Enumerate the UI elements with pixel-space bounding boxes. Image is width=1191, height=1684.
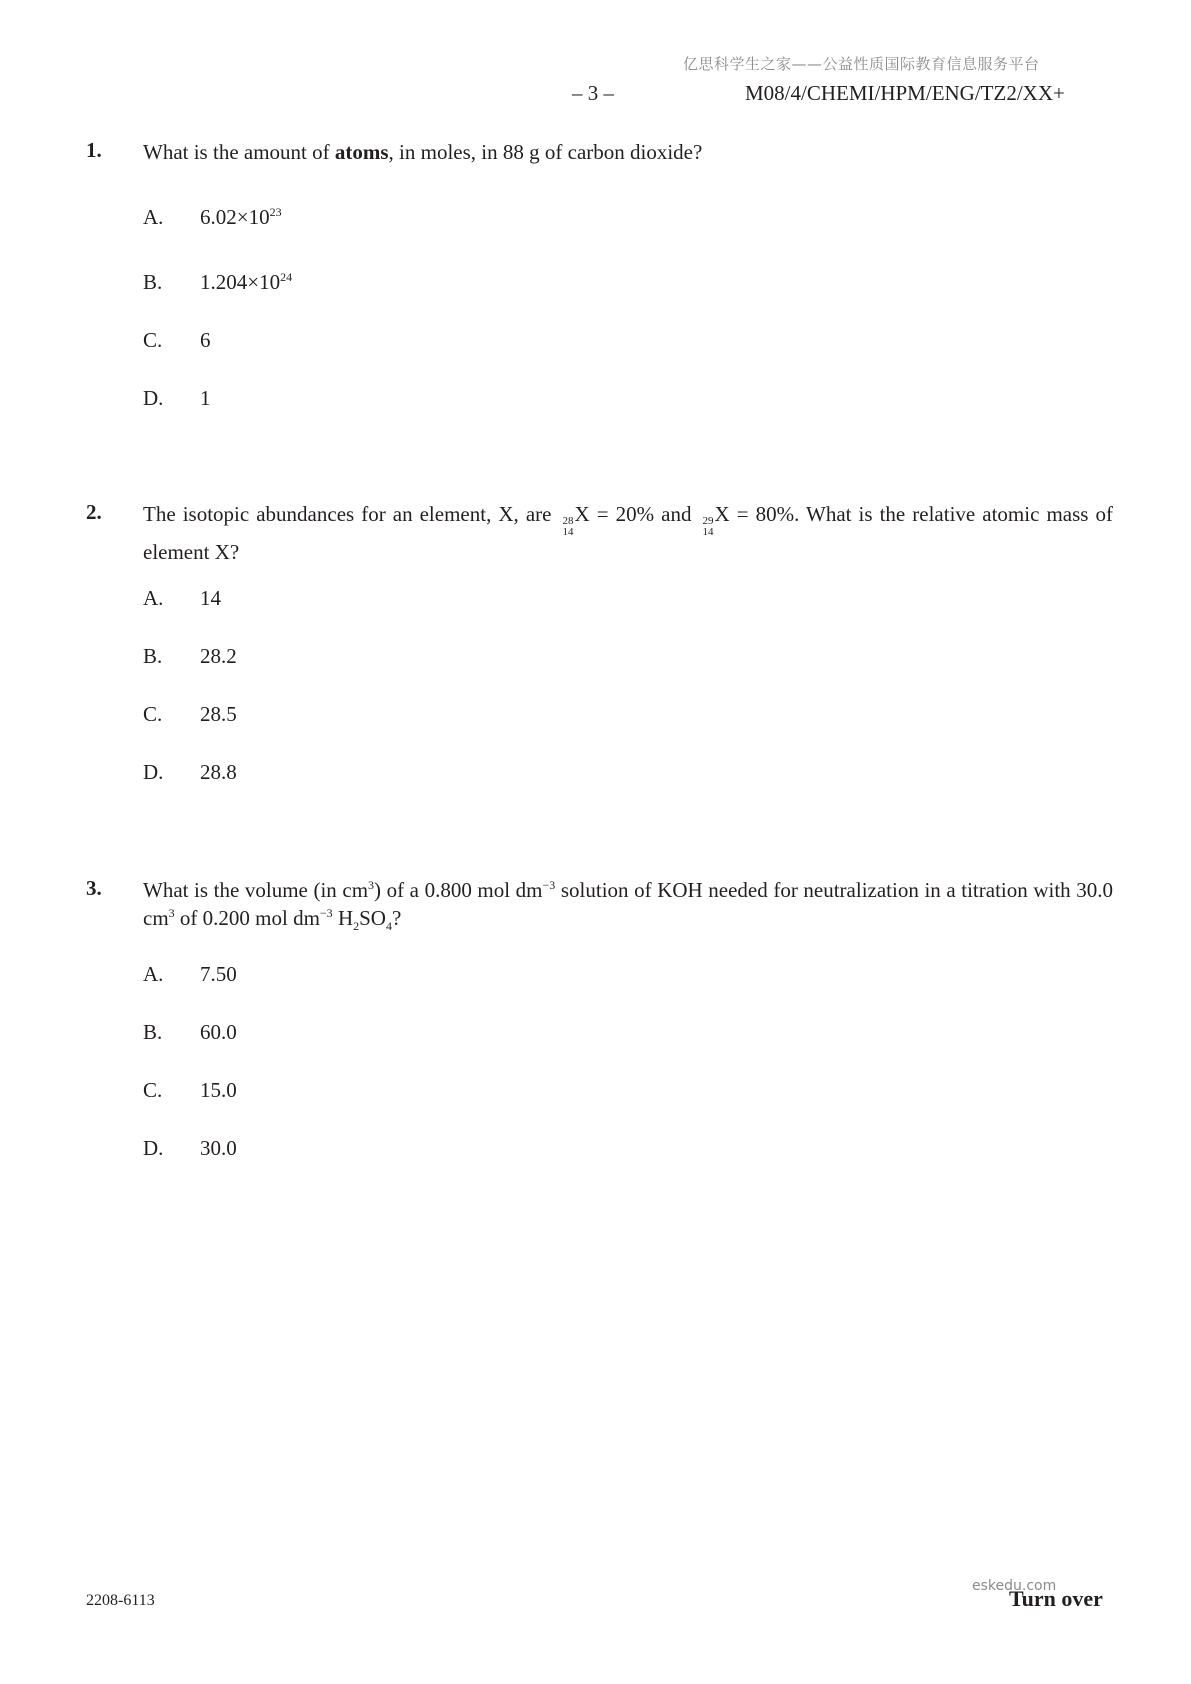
question-2-number: 2. xyxy=(86,500,102,524)
q3-option-d-letter: D. xyxy=(143,1136,164,1160)
q2-option-b-letter: B. xyxy=(143,644,163,668)
q3-option-c-letter: C. xyxy=(143,1078,163,1102)
q2-option-a-value: 14 xyxy=(200,586,221,610)
q1-option-b-value: $1.204\times 10^{24}$ xyxy=(200,270,293,294)
q1-option-b-letter: B. xyxy=(143,270,163,294)
question-2-text: The isotopic abundances for an element, X, are 28 14 X = 20% and 29 14 X = 80%. What is the relative atomic mass of element X? xyxy=(143,502,1113,564)
footer-watermark: eskedu.com xyxy=(972,1578,1057,1594)
document-code: M08/4/CHEMI/HPM/ENG/TZ2/XX+ xyxy=(745,81,1065,105)
q1-option-d-value: 1 xyxy=(200,386,211,410)
page-number: – 3 – xyxy=(572,81,614,105)
q3-option-a-letter: A. xyxy=(143,962,164,986)
question-3-number: 3. xyxy=(86,876,102,900)
question-1-text: What is the amount of atoms, in moles, in 88 g of carbon dioxide? xyxy=(143,140,703,164)
q3-option-c-value: 15.0 xyxy=(200,1078,237,1102)
q1-option-a-value: $6.02\times 10^{23}$ xyxy=(200,205,282,229)
header-watermark: 亿思科学生之家——公益性质国际教育信息服务平台 xyxy=(683,55,1040,73)
isotope-28-notation: 28 14 xyxy=(562,515,574,538)
q3-option-b-value: 60.0 xyxy=(200,1020,237,1044)
q1-option-c-value: 6 xyxy=(200,328,211,352)
question-1-number: 1. xyxy=(86,138,102,162)
q1-option-a-letter: A. xyxy=(143,205,164,229)
q3-option-b-letter: B. xyxy=(143,1020,163,1044)
isotope-29-notation: 29 14 xyxy=(702,515,714,538)
q2-option-c-value: 28.5 xyxy=(200,702,237,726)
bold-term: atoms xyxy=(334,140,389,164)
q2-option-d-letter: D. xyxy=(143,760,164,784)
question-3-text: What is the volume (in $cm^3$) of a 0.800 mol $dm^{-3}$ solution of KOH needed for neutralization in a titration with 30.0 $cm^3$ of 0.200 mol $dm^{-3}$ $H_2SO_4$? xyxy=(143,878,1113,934)
footer-document-code: 2208-6113 xyxy=(86,1592,155,1609)
q1-option-d-letter: D. xyxy=(143,386,164,410)
q1-option-c-letter: C. xyxy=(143,328,163,352)
q3-option-a-value: 7.50 xyxy=(200,962,237,986)
q2-option-b-value: 28.2 xyxy=(200,644,237,668)
q2-option-d-value: 28.8 xyxy=(200,760,237,784)
q2-option-a-letter: A. xyxy=(143,586,164,610)
turn-over-label: Turn over xyxy=(1009,1586,1103,1611)
q3-option-d-value: 30.0 xyxy=(200,1136,237,1160)
q2-option-c-letter: C. xyxy=(143,702,163,726)
